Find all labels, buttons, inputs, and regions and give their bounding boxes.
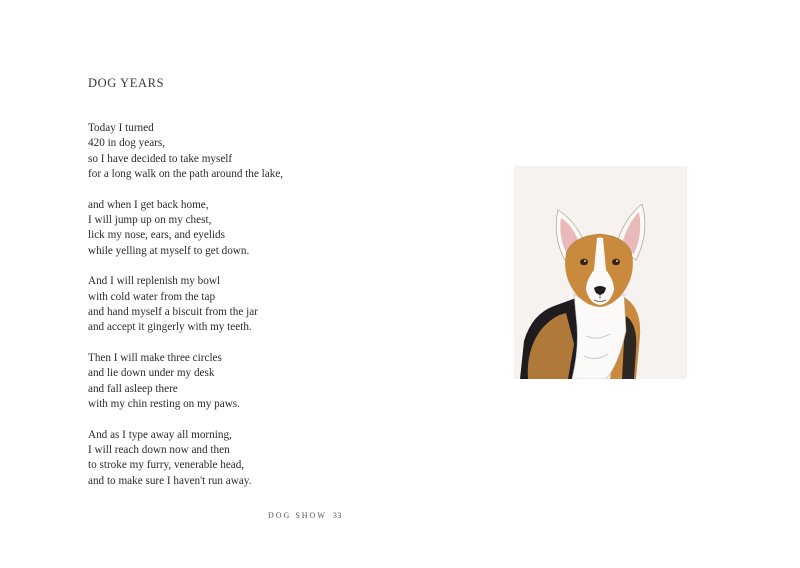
poem-line: with cold water from the tap (88, 290, 216, 303)
corgi-right-eye (612, 259, 620, 265)
corgi-illustration (514, 166, 687, 379)
corgi-portrait-image (514, 166, 687, 379)
corgi-left-eye (580, 259, 588, 265)
footer-book-title: DOG SHOW (268, 511, 327, 520)
poem-line: Today I turned (88, 122, 154, 134)
poem-line: and when I get back home, (88, 198, 209, 211)
stanza (88, 198, 448, 259)
page-number: 33 (332, 511, 342, 520)
stanza (88, 121, 448, 182)
poem-line: with my chin resting on my paws. (88, 397, 240, 410)
poem-line: And as I type away all morning, (88, 428, 232, 441)
poem-line: and lie down under my desk (88, 367, 215, 380)
poem-line: and accept it gingerly with my teeth. (88, 321, 252, 334)
poem-line: Then I will make three circles (88, 352, 222, 365)
stanza (88, 428, 448, 489)
poem-body (88, 121, 448, 504)
poem-line: I will reach down now and then (88, 444, 230, 457)
stanza (88, 274, 448, 335)
poem-line: so I have decided to take myself (88, 152, 233, 165)
poem-line: 420 in dog years, (88, 137, 166, 150)
poem-line: and to make sure I haven't run away. (88, 474, 252, 487)
poem-line: for a long walk on the path around the lake, (88, 167, 284, 180)
poem-line: And I will replenish my bowl (88, 275, 221, 288)
poem-line: and hand myself a biscuit from the jar (88, 305, 258, 318)
page-footer (268, 511, 342, 520)
poem-title: DOG YEARS (88, 76, 165, 90)
poem-line: and fall asleep there (88, 382, 178, 395)
stanza (88, 351, 448, 412)
poem-line: lick my nose, ears, and eyelids (88, 229, 226, 242)
poem-line: to stroke my furry, venerable head, (88, 459, 245, 472)
poem-line: I will jump up on my chest, (88, 213, 212, 226)
poem-line: while yelling at myself to get down. (88, 244, 250, 257)
